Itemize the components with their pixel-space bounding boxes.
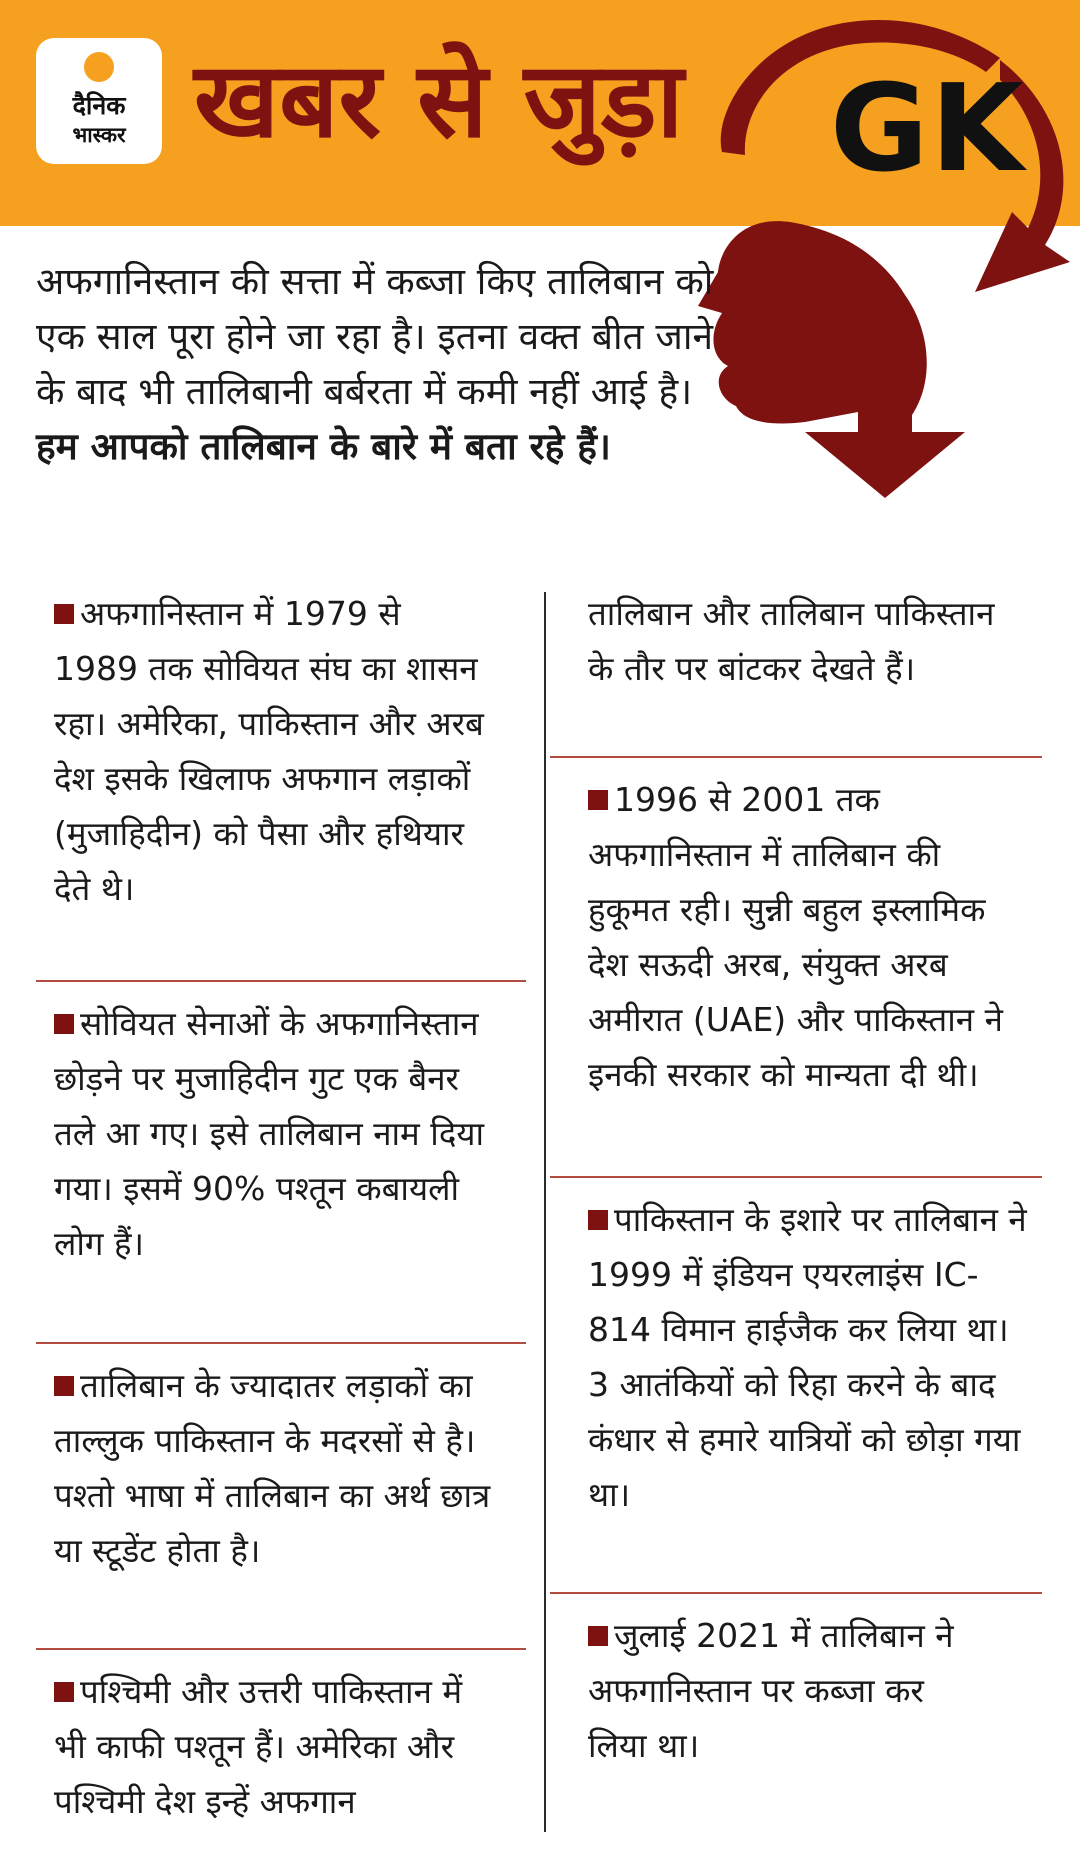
bullet-square-icon bbox=[54, 1682, 74, 1702]
fact-separator bbox=[550, 1176, 1042, 1178]
fact-text: सोवियत सेनाओं के अफगानिस्तान छोड़ने पर मुजाहिदीन गुट एक बैनर तले आ गए। इसे तालिबान नाम दिया गया। इसमें 90% पश्तून कबायली लोग हैं। bbox=[54, 1004, 485, 1263]
fact-text: तालिबान और तालिबान पाकिस्तान के तौर पर बांटकर देखते हैं। bbox=[588, 594, 995, 688]
fact-item bbox=[588, 772, 1028, 1102]
fact-item bbox=[588, 1608, 968, 1773]
fact-item bbox=[54, 1664, 494, 1829]
bullet-square-icon bbox=[588, 790, 608, 810]
fact-separator bbox=[36, 1648, 526, 1650]
fact-item bbox=[54, 1358, 494, 1578]
logo-text-line1: दैनिक bbox=[72, 91, 126, 120]
bullet-square-icon bbox=[588, 1626, 608, 1646]
bullet-square-icon bbox=[54, 1014, 74, 1034]
bullet-square-icon bbox=[54, 1376, 74, 1396]
fact-separator bbox=[36, 1342, 526, 1344]
fact-separator bbox=[36, 980, 526, 982]
intro-text: अफगानिस्तान की सत्ता में कब्जा किए तालिबान को एक साल पूरा होने जा रहा है। इतना वक्त बीत जाने के बाद भी तालिबानी बर्बरता में कमी नहीं आई है। bbox=[36, 260, 714, 413]
intro-bold-text: हम आपको तालिबान के बारे में बता रहे हैं। bbox=[36, 425, 611, 468]
fact-item bbox=[54, 996, 494, 1271]
fact-text: पाकिस्तान के इशारे पर तालिबान ने 1999 में इंडियन एयरलाइंस IC-814 विमान हाईजैक कर लिया था। 3 आतंकियों को रिहा करने के बाद कंधार से हमारे यात्रियों को छोड़ा गया था। bbox=[588, 1200, 1027, 1514]
column-divider bbox=[544, 592, 546, 1832]
fact-text: जुलाई 2021 में तालिबान ने अफगानिस्तान पर कब्जा कर लिया था। bbox=[588, 1616, 954, 1765]
fact-text: तालिबान के ज्यादातर लड़ाकों का ताल्लुक पाकिस्तान के मदरसों से है। पश्तो भाषा में तालिबान का अर्थ छात्र या स्टूडेंट होता है। bbox=[54, 1366, 491, 1570]
fact-item bbox=[54, 586, 494, 916]
fact-text: अफगानिस्तान में 1979 से 1989 तक सोवियत संघ का शासन रहा। अमेरिका, पाकिस्तान और अरब देश इसके खिलाफ अफगान लड़ाकों (मुजाहिदीन) को पैसा और हथियार देते थे। bbox=[54, 594, 484, 908]
fact-text: पश्चिमी और उत्तरी पाकिस्तान में भी काफी पश्तून हैं। अमेरिका और पश्चिमी देश इन्हें अफगान bbox=[54, 1672, 463, 1821]
fact-text: 1996 से 2001 तक अफगानिस्तान में तालिबान की हुकूमत रही। सुन्नी बहुल इस्लामिक देश सऊदी अरब, संयुक्त अरब अमीरात (UAE) और पाकिस्तान ने इनकी सरकार को मान्यता दी थी। bbox=[588, 780, 1003, 1094]
logo-text-line2: भास्कर bbox=[72, 123, 126, 147]
intro-paragraph bbox=[36, 254, 716, 474]
fact-item bbox=[588, 586, 1028, 696]
gk-badge: GK bbox=[830, 60, 1026, 199]
fact-item bbox=[588, 1192, 1028, 1522]
bullet-square-icon bbox=[588, 1210, 608, 1230]
bullet-square-icon bbox=[54, 604, 74, 624]
headline-title: खबर से जुड़ा bbox=[194, 39, 684, 161]
fact-separator bbox=[550, 756, 1042, 758]
fact-separator bbox=[550, 1592, 1042, 1594]
